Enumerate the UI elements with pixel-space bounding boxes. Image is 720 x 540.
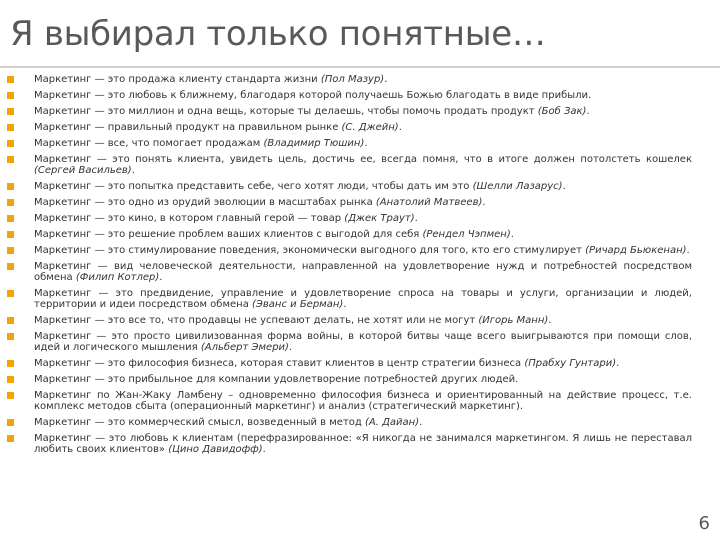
square-bullet-icon bbox=[7, 333, 14, 340]
quote-suffix: . bbox=[562, 181, 566, 192]
quote-suffix: . bbox=[131, 165, 135, 176]
quote-text: Маркетинг — это одно из орудий эволюции в масштабах рынка bbox=[34, 197, 376, 208]
quote-author: (Анатолий Матвеев) bbox=[375, 197, 483, 208]
square-bullet-icon bbox=[7, 435, 14, 442]
square-bullet-icon bbox=[7, 76, 14, 83]
quote-text: Маркетинг — это любовь к ближнему, благодаря которой получаешь Божью благодать в виде прибыли. bbox=[34, 90, 592, 101]
quote-text: Маркетинг по Жан-Жаку Ламбену – одновременно философия бизнеса и ориентированный на действие процесс, т.е. комплекс методов сбыта (операционный маркетинг) и анализ (стратегический маркетинг). bbox=[34, 390, 692, 412]
square-bullet-icon bbox=[7, 215, 14, 222]
square-bullet-icon bbox=[7, 231, 14, 238]
quote-author: (Сергей Васильев) bbox=[34, 165, 132, 176]
quote-item bbox=[0, 90, 720, 101]
quote-item bbox=[0, 288, 720, 310]
quote-item bbox=[0, 229, 720, 240]
quote-text: Маркетинг — это миллион и одна вещь, которые ты делаешь, чтобы помочь продать продукт bbox=[34, 106, 538, 117]
slide-title: Я выбирал только понятные… bbox=[10, 14, 546, 54]
quote-item bbox=[0, 315, 720, 326]
quote-list bbox=[0, 74, 720, 460]
quote-text: Маркетинг — это все то, что продавцы не успевают делать, не хотят или не могут bbox=[34, 315, 479, 326]
quote-item bbox=[0, 374, 720, 385]
quote-item bbox=[0, 358, 720, 369]
quote-author: (С. Джейн) bbox=[341, 122, 399, 133]
quote-author: (Эванс и Берман) bbox=[252, 299, 344, 310]
quote-text: Маркетинг — это кино, в котором главный герой — товар bbox=[34, 213, 345, 224]
quote-author: (Альберт Эмери) bbox=[200, 342, 289, 353]
quote-text: Маркетинг — вид человеческой деятельности, направленной на удовлетворение нужд и потребностей посредством обмена bbox=[34, 261, 692, 283]
square-bullet-icon bbox=[7, 92, 14, 99]
quote-suffix: . bbox=[398, 122, 402, 133]
quote-suffix: . bbox=[262, 444, 266, 455]
quote-text: Маркетинг — это прибыльное для компании удовлетворение потребностей других людей. bbox=[34, 374, 519, 385]
quote-suffix: . bbox=[343, 299, 347, 310]
title-divider bbox=[0, 66, 720, 68]
square-bullet-icon bbox=[7, 360, 14, 367]
quote-suffix: . bbox=[159, 272, 163, 283]
quote-item bbox=[0, 433, 720, 455]
quote-item bbox=[0, 106, 720, 117]
quote-text: Маркетинг — это решение проблем ваших клиентов с выгодой для себя bbox=[34, 229, 423, 240]
quote-author: (Шелли Лазарус) bbox=[472, 181, 563, 192]
quote-author: (Владимир Тюшин) bbox=[263, 138, 365, 149]
page-number: 6 bbox=[698, 513, 710, 534]
quote-author: (Боб Зак) bbox=[537, 106, 587, 117]
quote-item bbox=[0, 261, 720, 283]
square-bullet-icon bbox=[7, 183, 14, 190]
quote-item bbox=[0, 417, 720, 428]
quote-suffix: . bbox=[364, 138, 368, 149]
quote-author: (Пол Мазур) bbox=[320, 74, 385, 85]
quote-item bbox=[0, 122, 720, 133]
quote-suffix: . bbox=[419, 417, 423, 428]
quote-suffix: . bbox=[482, 197, 486, 208]
quote-text: Маркетинг — это попытка представить себе, чего хотят люди, чтобы дать им это bbox=[34, 181, 473, 192]
quote-suffix: . bbox=[384, 74, 388, 85]
quote-item bbox=[0, 154, 720, 176]
quote-text: Маркетинг — это коммерческий смысл, возведенный в метод bbox=[34, 417, 365, 428]
quote-author: (Ричард Бьюкенан) bbox=[585, 245, 687, 256]
quote-text: Маркетинг — это предвидение, управление и удовлетворение спроса на товары и услуги, организации и людей, территории и идеи посредством обмена bbox=[34, 288, 692, 310]
quote-author: (Игорь Манн) bbox=[478, 315, 549, 326]
quote-text: Маркетинг — это стимулирование поведения, экономически выгодного для того, кто его стимулирует bbox=[34, 245, 586, 256]
quote-item bbox=[0, 213, 720, 224]
quote-author: (Филип Котлер) bbox=[75, 272, 160, 283]
quote-suffix: . bbox=[586, 106, 590, 117]
square-bullet-icon bbox=[7, 392, 14, 399]
quote-author: (Джек Траут) bbox=[344, 213, 415, 224]
quote-item bbox=[0, 197, 720, 208]
square-bullet-icon bbox=[7, 199, 14, 206]
square-bullet-icon bbox=[7, 290, 14, 297]
quote-suffix: . bbox=[548, 315, 552, 326]
square-bullet-icon bbox=[7, 376, 14, 383]
square-bullet-icon bbox=[7, 317, 14, 324]
quote-item bbox=[0, 181, 720, 192]
quote-text: Маркетинг — все, что помогает продажам bbox=[34, 138, 264, 149]
square-bullet-icon bbox=[7, 419, 14, 426]
quote-text: Маркетинг — это продажа клиенту стандарта жизни bbox=[34, 74, 321, 85]
square-bullet-icon bbox=[7, 247, 14, 254]
square-bullet-icon bbox=[7, 140, 14, 147]
quote-item bbox=[0, 138, 720, 149]
quote-author: (Прабху Гунтари) bbox=[524, 358, 617, 369]
square-bullet-icon bbox=[7, 124, 14, 131]
quote-item bbox=[0, 390, 720, 412]
quote-text: Маркетинг — это любовь к клиентам (перефразированное: «Я никогда не занимался маркетингом. Я лишь не переставал любить своих клиентов» bbox=[34, 433, 692, 455]
square-bullet-icon bbox=[7, 156, 14, 163]
quote-author: (Рендел Чэпмен) bbox=[422, 229, 511, 240]
quote-suffix: . bbox=[414, 213, 418, 224]
quote-suffix: . bbox=[616, 358, 620, 369]
quote-suffix: . bbox=[686, 245, 690, 256]
quote-item bbox=[0, 245, 720, 256]
square-bullet-icon bbox=[7, 108, 14, 115]
quote-text: Маркетинг — это философия бизнеса, которая ставит клиентов в центр стратегии бизнеса bbox=[34, 358, 525, 369]
quote-text: Маркетинг — это понять клиента, увидеть цель, достичь ее, всегда помня, что в итоге должен потолстеть кошелек bbox=[34, 154, 692, 165]
quote-item bbox=[0, 331, 720, 353]
quote-author: (А. Дайан) bbox=[364, 417, 420, 428]
quote-author: (Цино Давидофф) bbox=[168, 444, 263, 455]
quote-text: Маркетинг — это просто цивилизованная форма войны, в которой битвы чаще всего выигрываются при помощи слов, идей и логического мышления bbox=[34, 331, 692, 353]
quote-suffix: . bbox=[288, 342, 293, 353]
quote-suffix: . bbox=[510, 229, 514, 240]
quote-item bbox=[0, 74, 720, 85]
quote-text: Маркетинг — правильный продукт на правильном рынке bbox=[34, 122, 342, 133]
square-bullet-icon bbox=[7, 263, 14, 270]
